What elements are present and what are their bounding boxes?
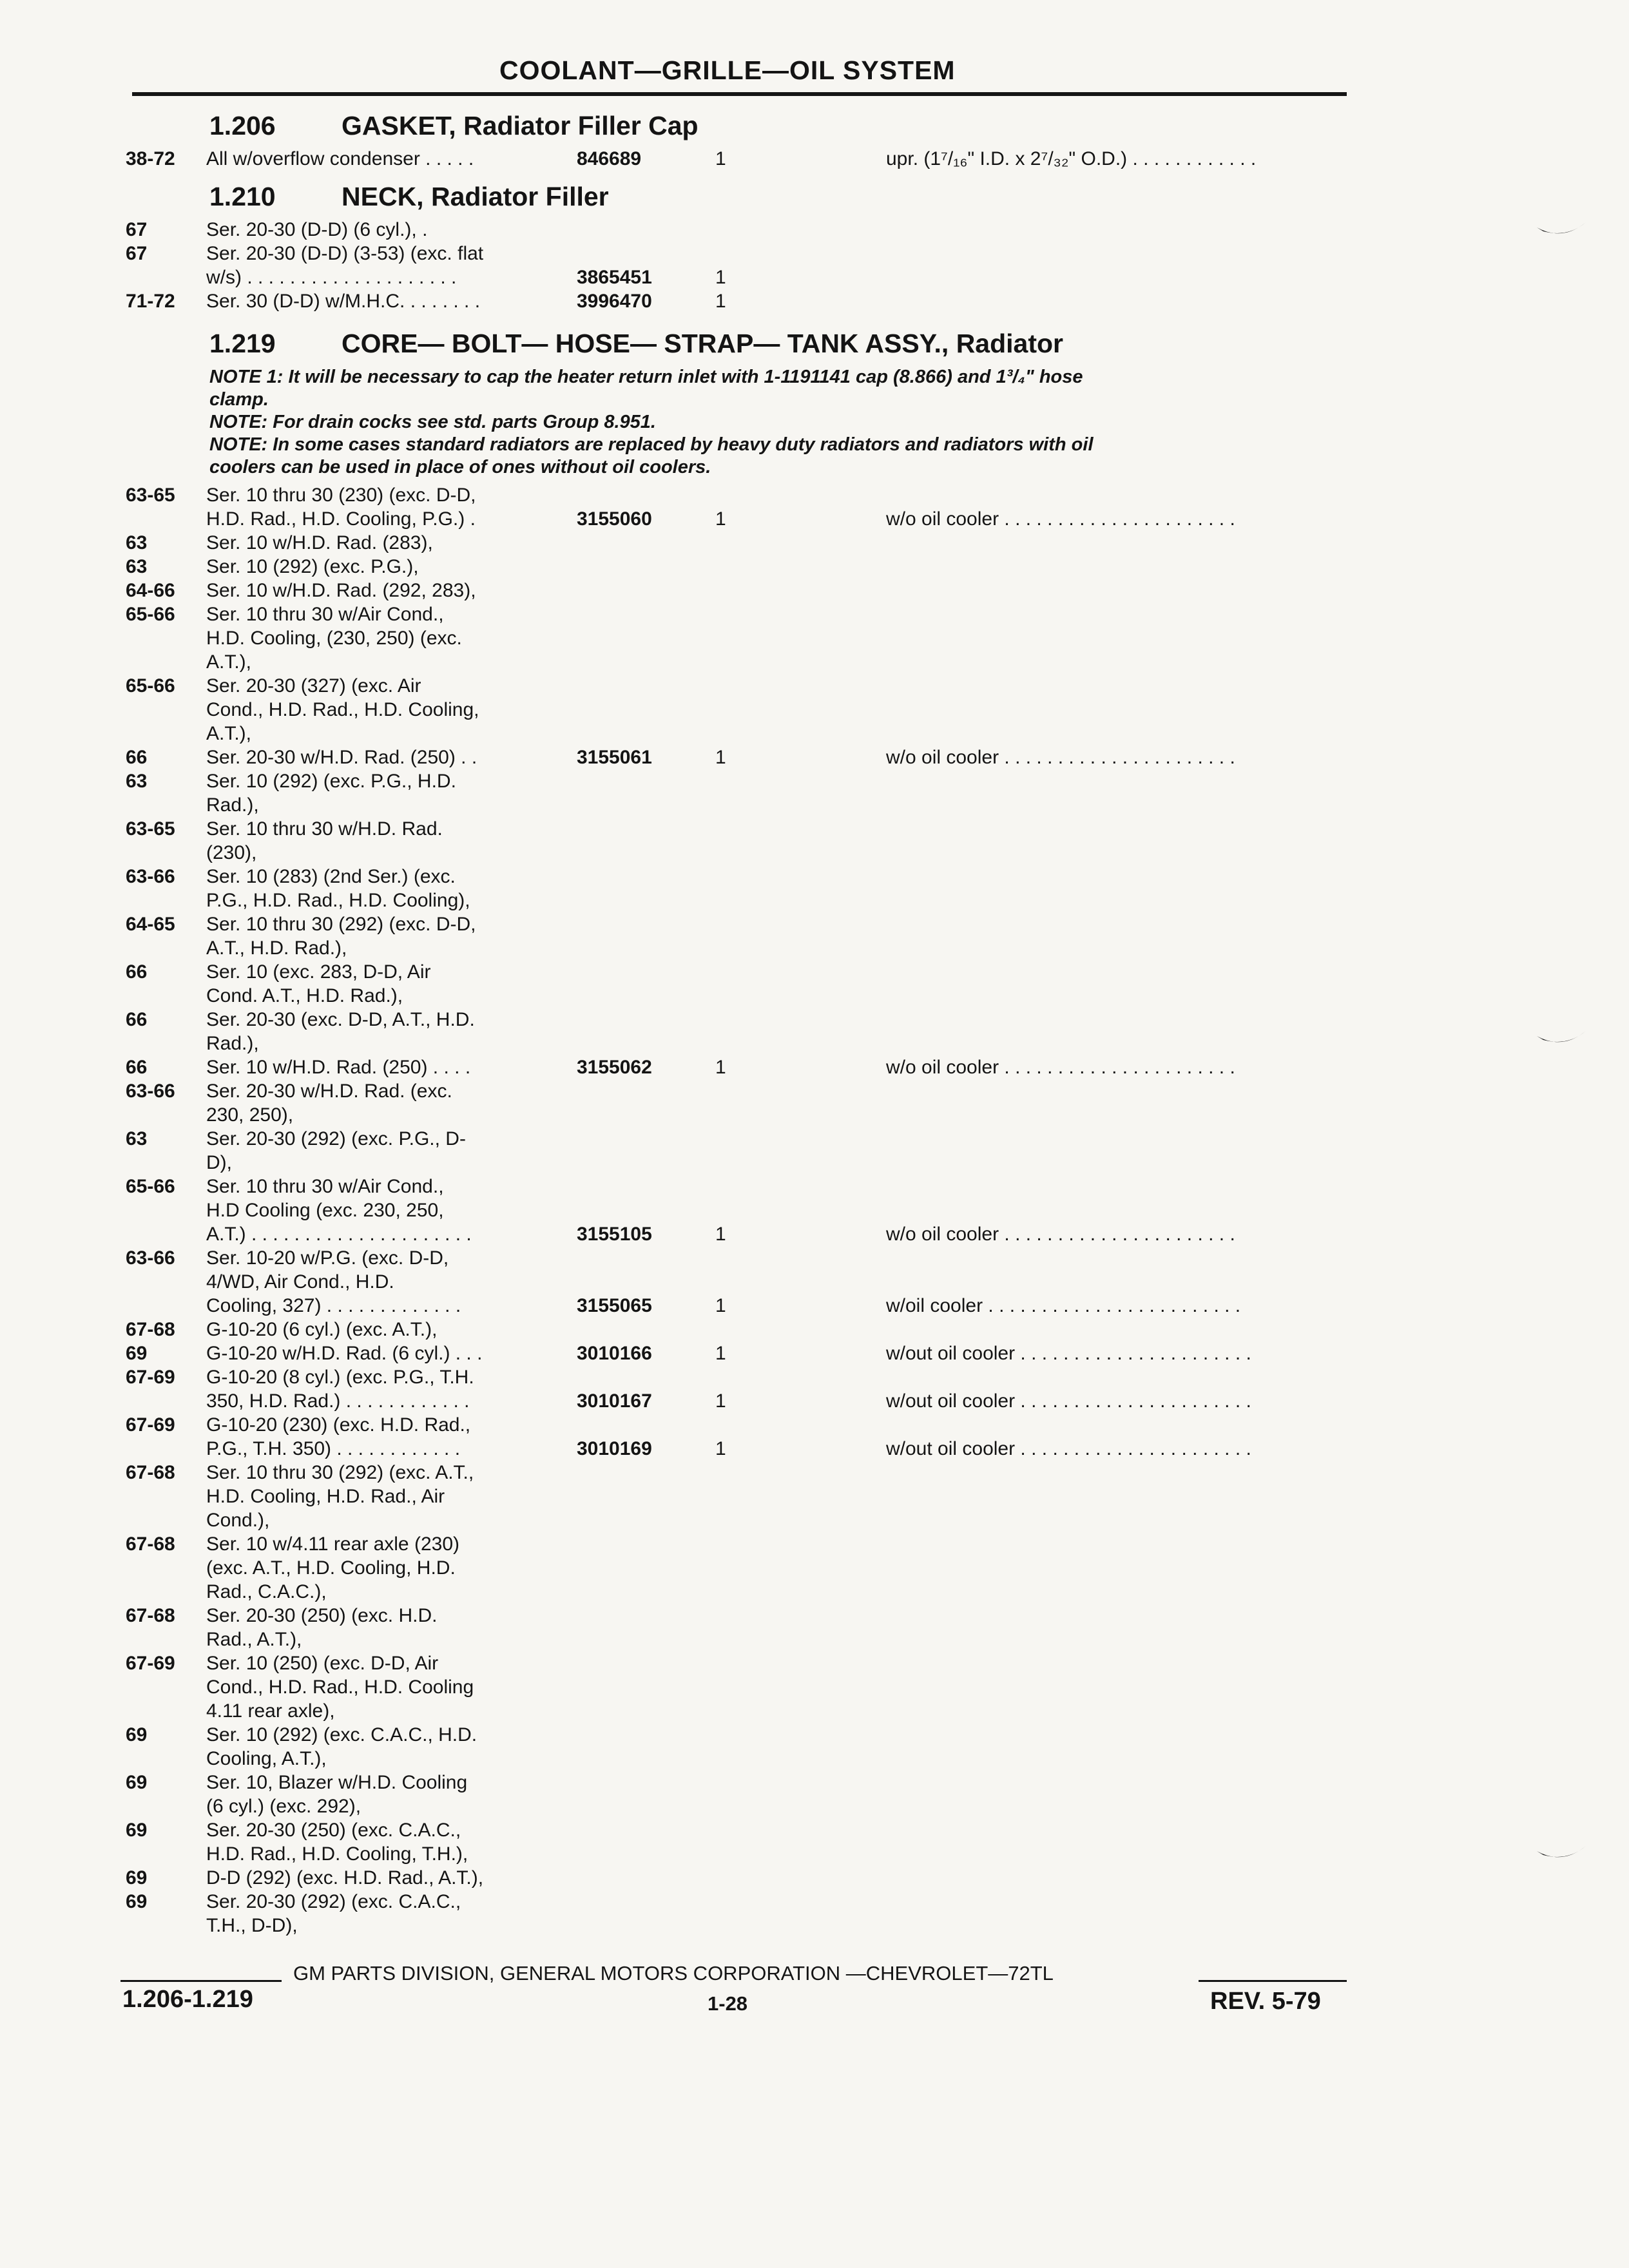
application-description <box>206 555 683 579</box>
description-line: Ser. 20-30 (327) (exc. Air <box>206 675 421 697</box>
section-number: 1.206 <box>209 111 276 140</box>
binding-hole-mark <box>1537 1024 1588 1057</box>
description-line: H.D. Cooling, H.D. Rad., Air <box>206 1486 445 1507</box>
application-description <box>206 817 683 865</box>
description-line: Ser. 10 w/H.D. Rad. (292, 283), <box>206 580 476 601</box>
description-line: Ser. 20-30 (exc. D-D, A.T., H.D. <box>206 1009 475 1030</box>
description-line: Ser. 10 (250) (exc. D-D, Air <box>206 1653 439 1674</box>
model-years: 64-66 <box>126 580 175 601</box>
model-years: 64-65 <box>126 914 175 935</box>
application-description <box>206 1079 683 1127</box>
remarks: upr. (1⁷/₁₆" I.D. x 2⁷/₃₂" O.D.) . . . . . . . . . . . . <box>886 148 1257 169</box>
application-description <box>206 1461 683 1532</box>
description-line: All w/overflow condenser . . . . . <box>206 148 474 169</box>
note-line: NOTE: In some cases standard radiators are replaced by heavy duty radiators and radiators with oil <box>209 434 1094 455</box>
description-line: Ser. 10 thru 30 (230) (exc. D-D, <box>206 485 476 506</box>
footer-rule-right <box>1199 1980 1347 1982</box>
quantity: 1 <box>715 148 726 169</box>
application-description <box>206 960 683 1008</box>
description-line: Cooling, 327) . . . . . . . . . . . . . <box>206 1295 461 1316</box>
description-line: Ser. 20-30 (250) (exc. H.D. <box>206 1605 438 1626</box>
description-line: H.D. Rad., H.D. Cooling, P.G.) . <box>206 508 476 530</box>
description-line: (exc. A.T., H.D. Cooling, H.D. <box>206 1557 456 1579</box>
description-line: Rad., A.T.), <box>206 1629 302 1650</box>
application-description <box>206 1818 683 1866</box>
description-line: Ser. 10 (exc. 283, D-D, Air <box>206 961 431 983</box>
description-line: Ser. 10, Blazer w/H.D. Cooling <box>206 1772 468 1793</box>
model-years: 63 <box>126 1128 148 1149</box>
remarks: w/o oil cooler . . . . . . . . . . . . . . . . . . . . . . <box>886 508 1235 530</box>
note-line: clamp. <box>209 389 269 410</box>
description-line: D), <box>206 1152 232 1173</box>
model-years: 67-68 <box>126 1462 175 1483</box>
footer-revision: REV. 5-79 <box>1210 1988 1321 2015</box>
description-line: H.D Cooling (exc. 230, 250, <box>206 1200 444 1221</box>
description-line: Ser. 20-30 (D-D) (6 cyl.), . <box>206 219 428 240</box>
model-years: 38-72 <box>126 148 175 169</box>
model-years: 63-65 <box>126 485 175 506</box>
remarks: w/out oil cooler . . . . . . . . . . . . . . . . . . . . . . <box>886 1343 1251 1364</box>
description-line: Ser. 10 w/H.D. Rad. (250) . . . . <box>206 1057 471 1078</box>
description-line: Ser. 10 w/4.11 rear axle (230) <box>206 1533 459 1555</box>
quantity: 1 <box>715 747 726 768</box>
model-years: 69 <box>126 1343 148 1364</box>
application-description <box>206 769 683 817</box>
quantity: 1 <box>715 508 726 530</box>
description-line: Cond., H.D. Rad., H.D. Cooling, <box>206 699 479 720</box>
description-line: H.D. Cooling, (230, 250) (exc. <box>206 628 462 649</box>
application-description <box>206 579 683 602</box>
application-description <box>206 1723 683 1771</box>
model-years: 66 <box>126 1057 148 1078</box>
header-rule <box>132 92 1347 96</box>
part-number: 3010169 <box>577 1438 652 1459</box>
description-line: Cond. A.T., H.D. Rad.), <box>206 985 403 1006</box>
description-line: 230, 250), <box>206 1104 294 1126</box>
description-line: A.T.) . . . . . . . . . . . . . . . . . . . . . <box>206 1224 472 1245</box>
description-line: Cooling, A.T.), <box>206 1748 327 1769</box>
description-line: A.T.), <box>206 651 252 673</box>
remarks: w/oil cooler . . . . . . . . . . . . . . . . . . . . . . . . <box>886 1295 1241 1316</box>
quantity: 1 <box>715 1057 726 1078</box>
description-line: P.G., H.D. Rad., H.D. Cooling), <box>206 890 470 911</box>
catalog-note <box>209 366 1344 411</box>
model-years: 63-66 <box>126 1247 175 1269</box>
model-years: 69 <box>126 1820 148 1841</box>
note-line: NOTE 1: It will be necessary to cap the heater return inlet with 1-1191141 cap (8.866) and 1³/₄" hose <box>209 367 1083 387</box>
page-title: COOLANT—GRILLE—OIL SYSTEM <box>499 55 956 85</box>
remarks: w/o oil cooler . . . . . . . . . . . . . . . . . . . . . . <box>886 1057 1235 1078</box>
description-line: H.D. Rad., H.D. Cooling, T.H.), <box>206 1843 468 1865</box>
remarks: w/o oil cooler . . . . . . . . . . . . . . . . . . . . . . <box>886 1224 1235 1245</box>
model-years: 65-66 <box>126 604 175 625</box>
model-years: 69 <box>126 1724 148 1745</box>
model-years: 66 <box>126 961 148 983</box>
quantity: 1 <box>715 1343 726 1364</box>
part-number: 3010166 <box>577 1343 652 1364</box>
description-line: Cond.), <box>206 1510 270 1531</box>
model-years: 63 <box>126 532 148 553</box>
binding-hole-mark <box>1537 1840 1588 1872</box>
application-description <box>206 1651 683 1723</box>
description-line: Ser. 20-30 (250) (exc. C.A.C., <box>206 1820 461 1841</box>
part-number: 3155065 <box>577 1295 652 1316</box>
application-description <box>206 531 683 555</box>
description-line: G-10-20 (230) (exc. H.D. Rad., <box>206 1414 471 1436</box>
description-line: Ser. 20-30 (292) (exc. P.G., D- <box>206 1128 466 1149</box>
description-line: Rad.), <box>206 794 259 816</box>
description-line: Ser. 30 (D-D) w/M.H.C. . . . . . . . <box>206 291 481 312</box>
description-line: (230), <box>206 842 257 863</box>
footer-page-number: 1-28 <box>708 1992 748 2015</box>
description-line: Ser. 20-30 (D-D) (3-53) (exc. flat <box>206 243 484 264</box>
description-line: A.T.), <box>206 723 252 744</box>
description-line: Ser. 20-30 (292) (exc. C.A.C., <box>206 1891 461 1912</box>
model-years: 63-66 <box>126 1081 175 1102</box>
quantity: 1 <box>715 1295 726 1316</box>
application-description <box>206 1008 683 1055</box>
description-line: (6 cyl.) (exc. 292), <box>206 1796 361 1817</box>
remarks: w/out oil cooler . . . . . . . . . . . . . . . . . . . . . . <box>886 1390 1251 1412</box>
application-description <box>206 1866 683 1890</box>
application-description <box>206 1318 683 1341</box>
description-line: A.T., H.D. Rad.), <box>206 937 347 959</box>
model-years: 67-68 <box>126 1533 175 1555</box>
part-number: 3155105 <box>577 1224 652 1245</box>
model-years: 65-66 <box>126 675 175 697</box>
description-line: G-10-20 (8 cyl.) (exc. P.G., T.H. <box>206 1367 474 1388</box>
remarks: w/out oil cooler . . . . . . . . . . . . . . . . . . . . . . <box>886 1438 1251 1459</box>
part-number: 846689 <box>577 148 642 169</box>
section-title: GASKET, Radiator Filler Cap <box>342 111 699 140</box>
model-years: 63 <box>126 771 148 792</box>
footer-publisher: GM PARTS DIVISION, GENERAL MOTORS CORPORATION —CHEVROLET—72TL <box>293 1962 1054 1984</box>
description-line: Rad.), <box>206 1033 259 1054</box>
description-line: G-10-20 (6 cyl.) (exc. A.T.), <box>206 1319 438 1340</box>
description-line: G-10-20 w/H.D. Rad. (6 cyl.) . . . <box>206 1343 483 1364</box>
model-years: 67 <box>126 219 148 240</box>
application-description <box>206 865 683 912</box>
description-line: Ser. 10 w/H.D. Rad. (283), <box>206 532 433 553</box>
model-years: 63-66 <box>126 866 175 887</box>
application-description <box>206 912 683 960</box>
model-years: 67-69 <box>126 1414 175 1436</box>
model-years: 69 <box>126 1867 148 1888</box>
description-line: Ser. 10 thru 30 w/Air Cond., <box>206 1176 444 1197</box>
model-years: 66 <box>126 747 148 768</box>
model-years: 65-66 <box>126 1176 175 1197</box>
quantity: 1 <box>715 291 726 312</box>
footer-rule-left <box>120 1980 282 1982</box>
application-description <box>206 1532 683 1604</box>
section-number: 1.210 <box>209 182 276 211</box>
model-years: 67-68 <box>126 1319 175 1340</box>
note-line: coolers can be used in place of ones without oil coolers. <box>209 457 711 477</box>
model-years: 71-72 <box>126 291 175 312</box>
quantity: 1 <box>715 1390 726 1412</box>
description-line: Ser. 10 (292) (exc. P.G., H.D. <box>206 771 456 792</box>
part-number: 3865451 <box>577 267 652 288</box>
description-line: Ser. 10 (292) (exc. P.G.), <box>206 556 419 577</box>
section-title: NECK, Radiator Filler <box>342 182 609 211</box>
description-line: 350, H.D. Rad.) . . . . . . . . . . . . <box>206 1390 470 1412</box>
description-line: w/s) . . . . . . . . . . . . . . . . . . . . <box>206 267 457 288</box>
part-number: 3155060 <box>577 508 652 530</box>
description-line: D-D (292) (exc. H.D. Rad., A.T.), <box>206 1867 484 1888</box>
description-line: P.G., T.H. 350) . . . . . . . . . . . . <box>206 1438 461 1459</box>
binding-hole-mark <box>1537 216 1588 248</box>
model-years: 69 <box>126 1772 148 1793</box>
model-years: 67 <box>126 243 148 264</box>
application-description <box>206 1604 683 1651</box>
description-line: Ser. 20-30 w/H.D. Rad. (250) . . <box>206 747 477 768</box>
remarks: w/o oil cooler . . . . . . . . . . . . . . . . . . . . . . <box>886 747 1235 768</box>
application-description <box>206 1890 683 1937</box>
description-line: Ser. 20-30 w/H.D. Rad. (exc. <box>206 1081 452 1102</box>
description-line: Cond., H.D. Rad., H.D. Cooling <box>206 1677 474 1698</box>
model-years: 66 <box>126 1009 148 1030</box>
application-description <box>206 218 683 242</box>
model-years: 63 <box>126 556 148 577</box>
model-years: 67-69 <box>126 1653 175 1674</box>
description-line: 4/WD, Air Cond., H.D. <box>206 1271 394 1293</box>
description-line: 4.11 rear axle), <box>206 1700 335 1722</box>
model-years: 63-65 <box>126 818 175 840</box>
description-line: Ser. 10 (283) (2nd Ser.) (exc. <box>206 866 456 887</box>
part-number: 3155062 <box>577 1057 652 1078</box>
catalog-note <box>209 411 1344 434</box>
quantity: 1 <box>715 267 726 288</box>
part-number: 3155061 <box>577 747 652 768</box>
quantity: 1 <box>715 1438 726 1459</box>
part-number: 3010167 <box>577 1390 652 1412</box>
note-line: NOTE: For drain cocks see std. parts Group 8.951. <box>209 412 656 432</box>
section-number: 1.219 <box>209 329 276 358</box>
application-description <box>206 674 683 745</box>
section-title: CORE— BOLT— HOSE— STRAP— TANK ASSY., Radiator <box>342 329 1063 358</box>
description-line: Ser. 10 thru 30 (292) (exc. A.T., <box>206 1462 474 1483</box>
application-description <box>206 1771 683 1818</box>
model-years: 69 <box>126 1891 148 1912</box>
description-line: Ser. 10 thru 30 (292) (exc. D-D, <box>206 914 476 935</box>
description-line: Rad., C.A.C.), <box>206 1581 327 1602</box>
description-line: Ser. 10 thru 30 w/H.D. Rad. <box>206 818 443 840</box>
description-line: Ser. 10 thru 30 w/Air Cond., <box>206 604 444 625</box>
catalog-note <box>209 434 1344 479</box>
quantity: 1 <box>715 1224 726 1245</box>
description-line: Ser. 10-20 w/P.G. (exc. D-D, <box>206 1247 449 1269</box>
model-years: 67-68 <box>126 1605 175 1626</box>
description-line: Ser. 10 (292) (exc. C.A.C., H.D. <box>206 1724 477 1745</box>
part-number: 3996470 <box>577 291 652 312</box>
description-line: T.H., D-D), <box>206 1915 298 1936</box>
model-years: 67-69 <box>126 1367 175 1388</box>
application-description <box>206 1127 683 1175</box>
footer-section-range: 1.206-1.219 <box>122 1986 253 2013</box>
application-description <box>206 602 683 674</box>
